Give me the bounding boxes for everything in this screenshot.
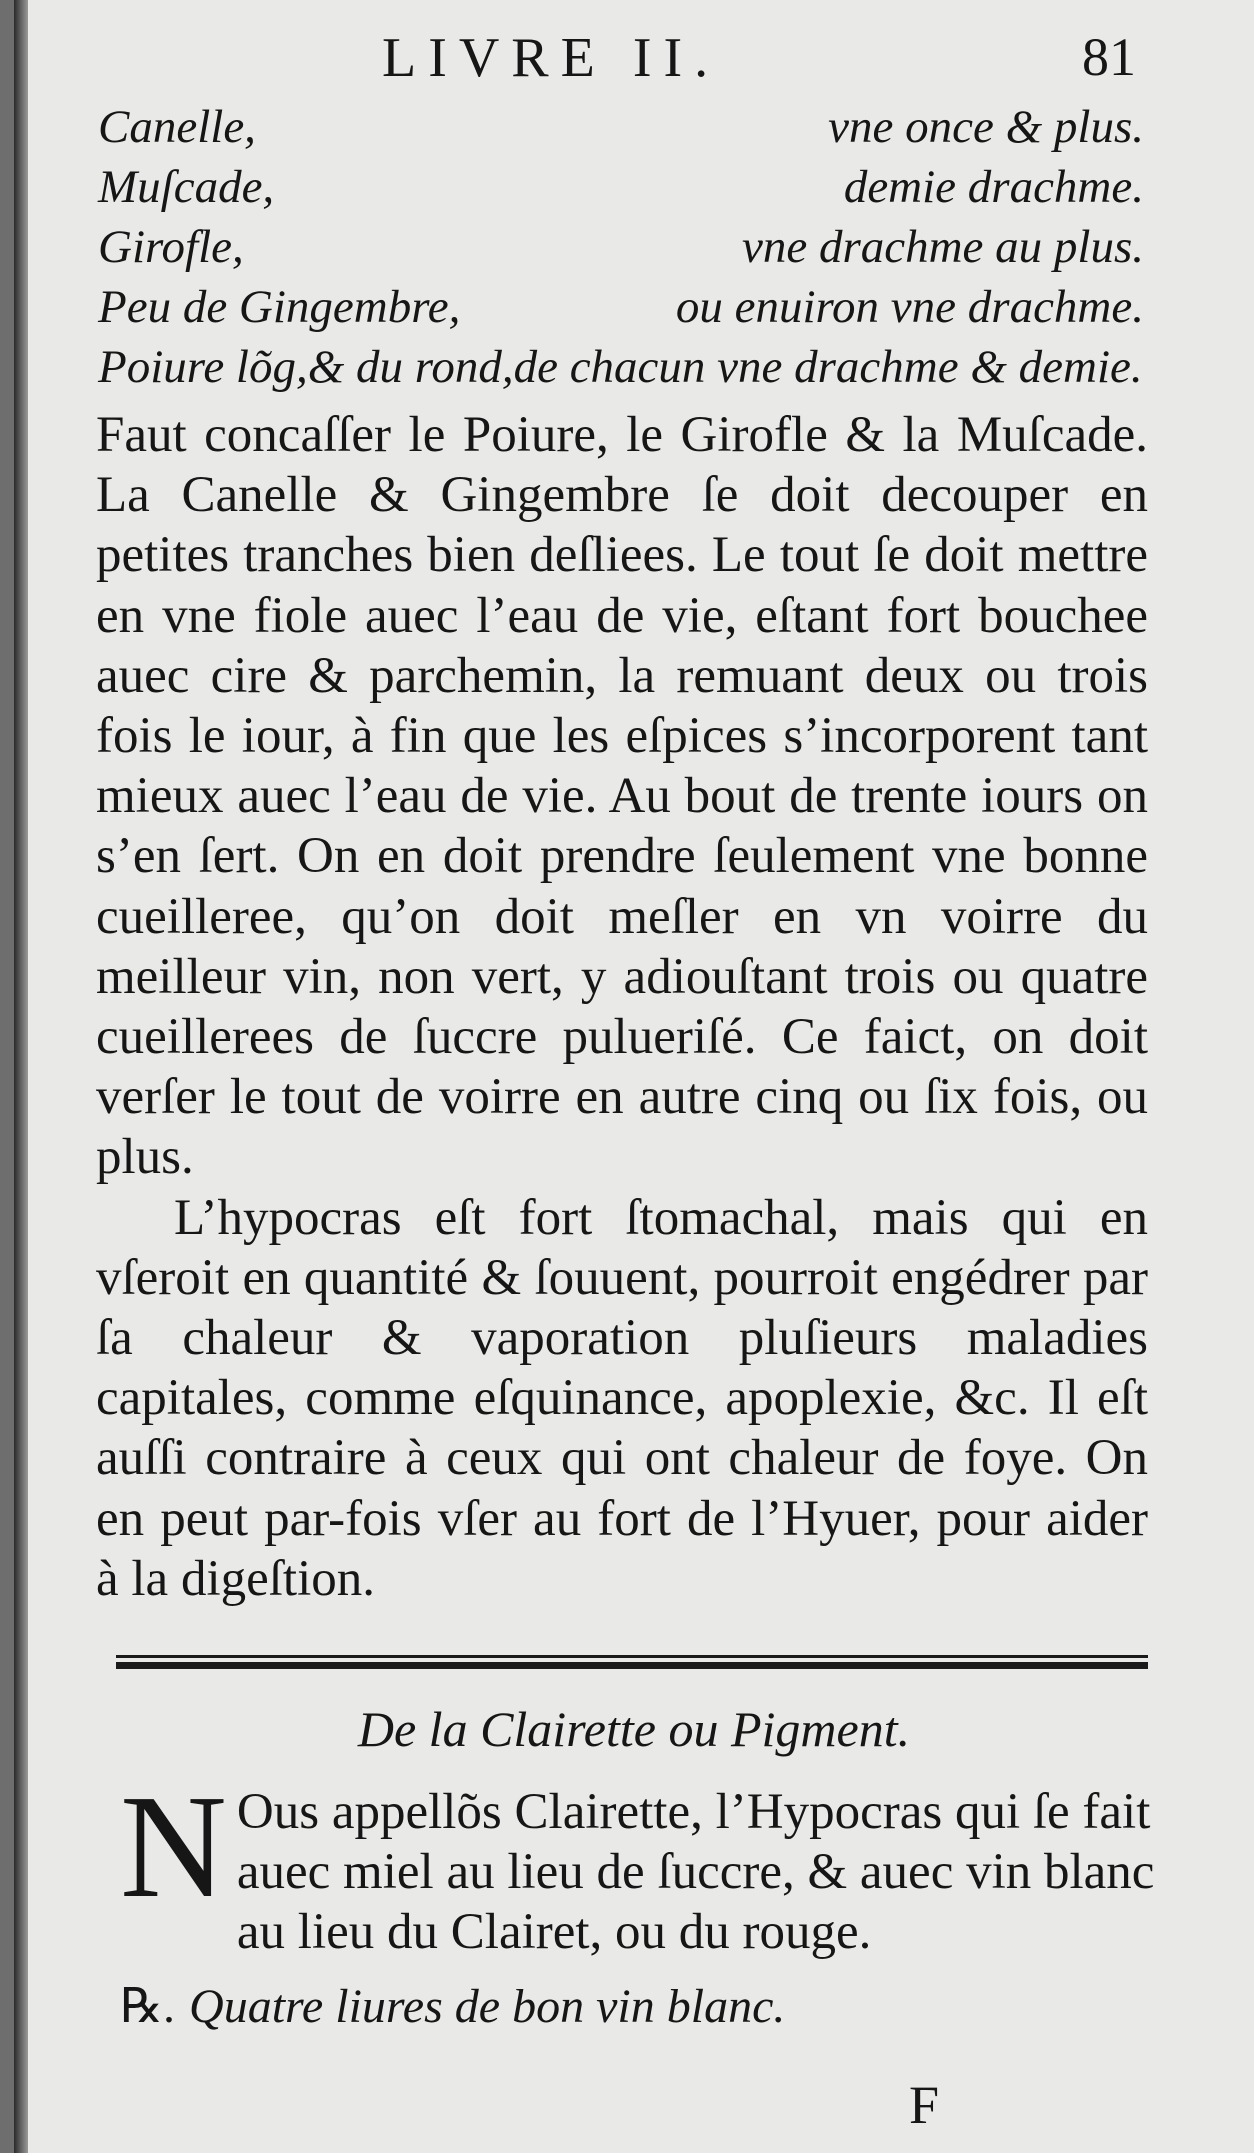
section-rule-thin — [116, 1655, 1148, 1658]
ingredient-row — [98, 280, 1144, 340]
paragraph: Faut concaſſer le Poiure, le Girofle & la Muſcade. La Canelle & Gingembre ſe doit decouper en petites tranches bien deſliees. Le tout ſe doit mettre en vne fiole auec l’eau de vie, eſtant fort bouchee auec cire & parchemin, la remuant deux ou trois fois le iour, à fin que les eſpices s’incorporent tant mieux auec l’eau de vie. Au bout de trente iours on s’en ſert. On en doit prendre ſeulement vne bonne cueilleree, qu’on doit meſler en vn voirre du meilleur vin, non vert, y adiouſtant trois ou quatre cueillerees de ſuccre pulueriſé. Ce faict, on doit verſer le tout de voirre en autre cinq ou ſix fois, ou plus. — [96, 407, 1148, 1186]
page-number: 81 — [1082, 27, 1136, 87]
section-title: De la Clairette ou Pigment. — [357, 1701, 911, 1757]
ingredient-row — [98, 220, 1144, 280]
ingredient-name: Canelle, — [98, 101, 256, 153]
ingredient-row — [98, 160, 1144, 220]
ingredient-list — [98, 100, 1144, 400]
ingredient-quantity: vne once & plus. — [828, 101, 1144, 153]
ingredient-row — [98, 100, 1144, 160]
paragraph: L’hypocras eſt fort ſtomachal, mais qui en vſeroit en quantité & ſouuent, pourroit engédrer par ſa chaleur & vaporation pluſieurs maladies capitales, comme eſquinance, apoplexie, &c. Il eſt auſſi contraire à ceux qui ont chaleur de foye. On en peut par-fois vſer au fort de l’Hyuer, pour aider à la digeſtion. — [96, 1189, 1148, 1607]
page-header — [14, 20, 1254, 100]
recipe-sign: ℞. — [120, 1980, 176, 2033]
page-gutter-edge — [14, 0, 28, 2153]
ingredient-line: Poiure lõg,& du rond,de chacun vne drachme & demie. — [98, 341, 1143, 393]
ingredient-quantity: ou enuiron vne drachme. — [675, 281, 1144, 333]
running-title: LIVRE II. — [382, 27, 721, 89]
book-page — [14, 0, 1254, 2153]
text-line: Ous appellõs Clairette, l’Hypocras qui ſe fait — [236, 1784, 1151, 1840]
ingredient-name: Muſcade, — [98, 161, 275, 213]
section-rule-thick — [116, 1662, 1148, 1669]
signature-mark: F — [909, 2075, 940, 2135]
drop-cap: N — [120, 1765, 227, 1929]
ingredient-name: Peu de Gingembre, — [98, 281, 461, 333]
ingredient-quantity: demie drachme. — [843, 161, 1144, 213]
ingredient-quantity: vne drachme au plus. — [741, 221, 1144, 273]
text-line: auec miel au lieu de ſuccre, & auec vin blanc — [236, 1844, 1155, 1900]
section-text — [120, 1765, 1155, 1962]
prescription-line — [120, 1978, 785, 2034]
ingredient-name: Girofle, — [98, 221, 244, 273]
body-text — [96, 405, 1148, 1609]
prescription-text: Quatre liures de bon vin blanc. — [189, 1980, 786, 2033]
text-line: au lieu du Clairet, ou du rouge. — [236, 1904, 872, 1960]
ingredient-row — [98, 340, 1144, 400]
